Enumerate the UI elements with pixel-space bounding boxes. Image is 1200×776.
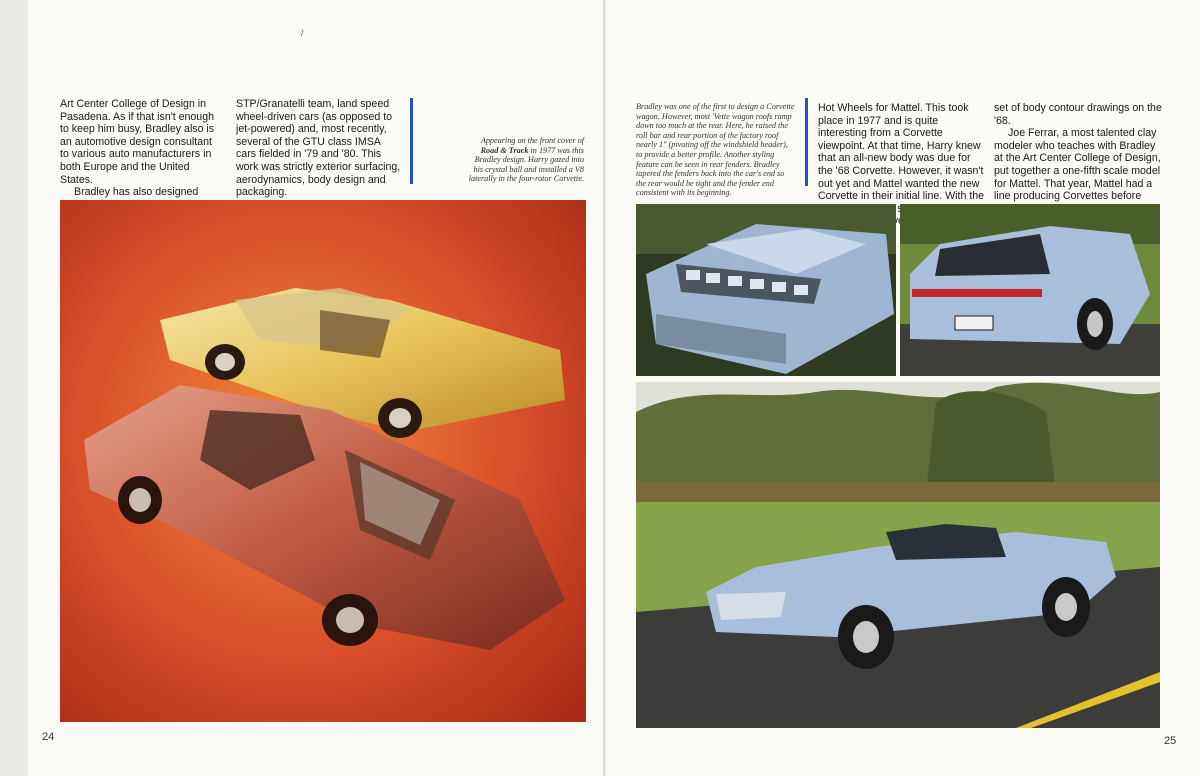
- paragraph: Art Center College of Design in Pasadena. As if that isn't enough to keep him busy, Bradley also is an automotive design consultant to various auto manufacturers in both Europe and the United States.: [60, 98, 215, 186]
- right-page: [606, 0, 1200, 776]
- rendering-two-corvette-concepts: [60, 200, 586, 722]
- paragraph: Joe Ferrar, a most talented clay modeler who teaches with Bradley at the Art Center College of Design, put together a one-fifth scale model for Mattel. That year, Mattel had a line producing Corvettes before: [994, 127, 1161, 203]
- accent-bar: [410, 98, 413, 184]
- caption-magazine-name: Road & Track: [480, 145, 529, 155]
- wagon-caption: Bradley was one of the first to design a Corvette wagon. However, most 'Vette wagon roofs ramp down too much at the rear. Here, he raised the roll bar and rear portion of the factory roof nearly 1" (pivoting off the windshield header), to provide a better profile. Another styling feature can be seen in rear fenders. Bradley tapered the fenders back into the car's end so the rear would be tight and the fender end consistent with its beginning.: [636, 102, 795, 198]
- left-column-2: [236, 98, 402, 211]
- accent-bar: [805, 98, 808, 186]
- photo-corvette-wagon-side: [636, 382, 1160, 728]
- paragraph: Bradley has also designed: [74, 186, 199, 199]
- photo-corvette-wagon-rear: [900, 204, 1160, 376]
- page-number: 25: [1164, 735, 1177, 747]
- stray-mark: /: [301, 28, 304, 38]
- page-number: 24: [42, 731, 55, 743]
- caption-text: in 1977 was this Bradley design. Harry gazed into his crystal ball and installed a V8 laterally in the four-rotor Corvette.: [468, 145, 584, 184]
- paragraph: set of body contour drawings on the '68.: [994, 102, 1162, 127]
- paragraph: STP/Granatelli team, land speed wheel-driven cars (as opposed to jet-powered) and, most recently, several of the GTU class IMSA cars fielded in '79 and '80. This work was strictly exterior surfacing, aerodynamics, body design and packaging.: [236, 98, 401, 199]
- photo-corvette-front-closeup: [636, 204, 896, 376]
- left-page: [28, 0, 606, 776]
- cover-caption: [466, 136, 584, 184]
- caption-text: Appearing on the front cover of: [480, 136, 584, 145]
- paragraph: Hot Wheels for Mattel. This took place in 1977 and is quite interesting from a Corvette viewpoint. At that time, Harry knew that an all-new body was due for the '68 Corvette. However, it wasn't out yet and Mattel wanted the new Corvette in their initial line. With the: [818, 102, 985, 203]
